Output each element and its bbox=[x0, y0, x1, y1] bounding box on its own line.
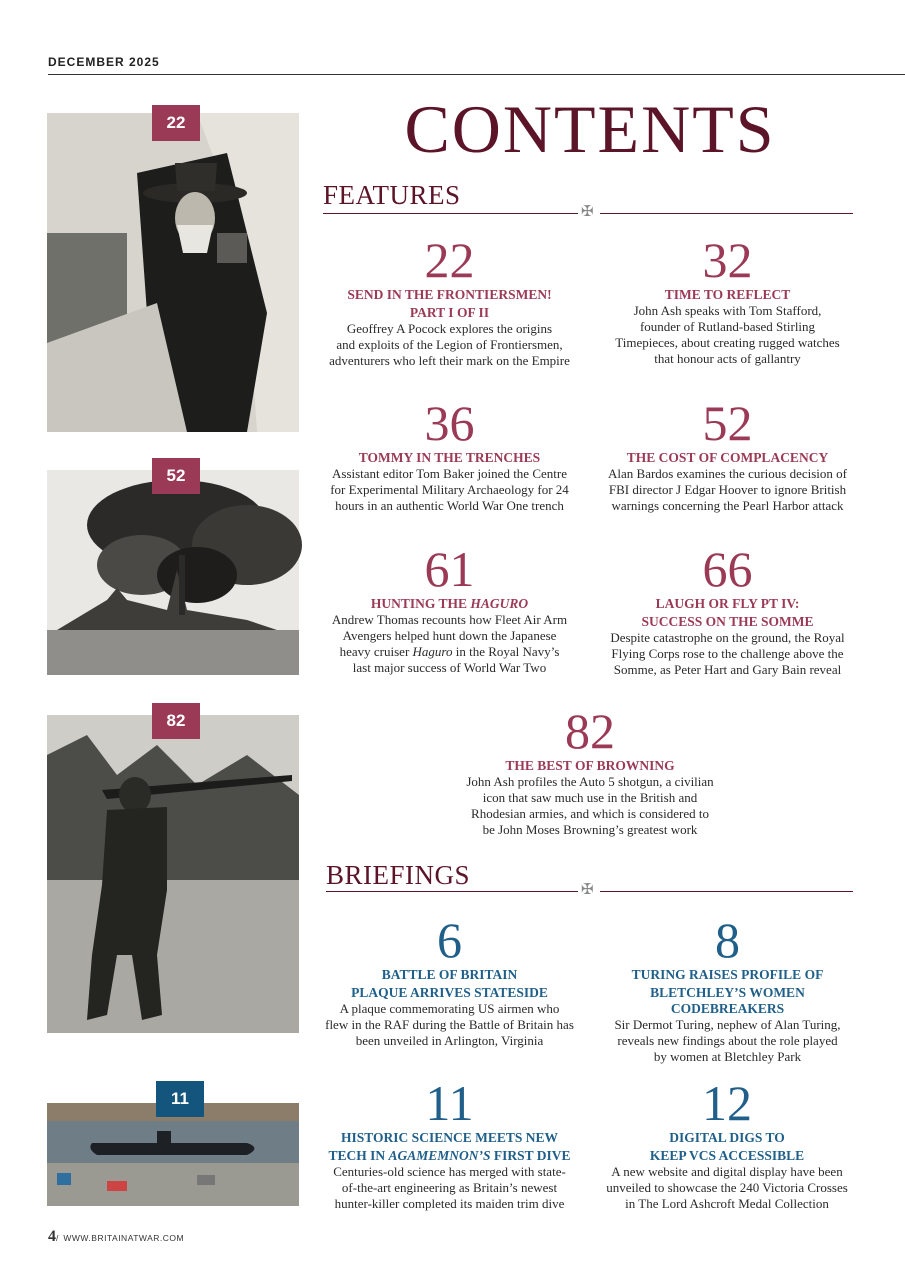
article-headline-line2: PART I OF II bbox=[409, 305, 490, 320]
article-desc-line: Rhodesian armies, and which is considered to bbox=[471, 806, 709, 821]
article-36[interactable] bbox=[322, 395, 577, 514]
article-headline: TURING RAISES PROFILE OF bbox=[631, 967, 824, 982]
article-desc-line: Andrew Thomas recounts how Fleet Air Arm bbox=[331, 612, 568, 627]
article-desc-line: hunter-killer completed its maiden trim dive bbox=[334, 1196, 565, 1211]
article-desc-line: A plaque commemorating US airmen who bbox=[339, 1001, 560, 1016]
shotgun-image bbox=[47, 715, 299, 1033]
headline-ship-name: HAGURO bbox=[470, 596, 529, 611]
frontiersman-image bbox=[47, 113, 299, 432]
features-rule-right bbox=[600, 213, 853, 214]
article-desc-line: Somme, as Peter Hart and Gary Bain reveal bbox=[613, 662, 842, 677]
article-desc-line bbox=[322, 644, 577, 660]
article-82[interactable] bbox=[440, 703, 740, 838]
article-headline: TIME TO REFLECT bbox=[664, 287, 791, 302]
article-desc-line: A new website and digital display have been bbox=[611, 1164, 843, 1179]
desc-text: heavy cruiser bbox=[339, 644, 413, 659]
article-headline: HISTORIC SCIENCE MEETS NEW bbox=[341, 1130, 558, 1145]
article-number: 52 bbox=[702, 395, 753, 451]
article-headline-line2: PLAQUE ARRIVES STATESIDE bbox=[351, 985, 548, 1000]
article-desc-line: by women at Bletchley Park bbox=[653, 1049, 802, 1064]
article-number: 61 bbox=[424, 541, 475, 597]
article-desc-line: be John Moses Browning’s greatest work bbox=[482, 822, 698, 837]
article-headline bbox=[322, 596, 577, 612]
article-number: 22 bbox=[424, 232, 475, 288]
photo-frontiersman[interactable] bbox=[47, 113, 299, 432]
article-desc-line: in The Lord Ashcroft Medal Collection bbox=[625, 1196, 829, 1211]
headline-text: FIRST DIVE bbox=[490, 1148, 571, 1163]
article-headline-line2: SUCCESS ON THE SOMME bbox=[641, 614, 814, 629]
article-desc-line: John Ash profiles the Auto 5 shotgun, a civilian bbox=[466, 774, 714, 789]
headline-ship-name: AGAMEMNON’S bbox=[388, 1148, 491, 1163]
article-number: 32 bbox=[702, 232, 753, 288]
article-headline: THE BEST OF BROWNING bbox=[505, 758, 675, 773]
photo-badge-22: 22 bbox=[152, 105, 200, 141]
article-headline: SEND IN THE FRONTIERSMEN! bbox=[347, 287, 552, 302]
article-headline-line2: KEEP VCS ACCESSIBLE bbox=[649, 1148, 805, 1163]
article-desc-line: been unveiled in Arlington, Virginia bbox=[355, 1033, 544, 1048]
article-number: 82 bbox=[565, 703, 615, 759]
photo-badge-11: 11 bbox=[156, 1081, 204, 1117]
article-headline: TOMMY IN THE TRENCHES bbox=[358, 450, 541, 465]
article-desc-line: Sir Dermot Turing, nephew of Alan Turing, bbox=[614, 1017, 841, 1032]
footer-separator: / bbox=[56, 1233, 59, 1243]
article-headline: BATTLE OF BRITAIN bbox=[381, 967, 518, 982]
photo-shotgun[interactable] bbox=[47, 711, 299, 1033]
article-desc-line: reveals new findings about the role played bbox=[617, 1033, 838, 1048]
photo-pearl-harbor[interactable] bbox=[47, 466, 299, 675]
maltese-cross-icon: ✠ bbox=[581, 204, 594, 220]
maltese-cross-icon: ✠ bbox=[581, 882, 594, 898]
article-headline-line2: BLETCHLEY’S WOMEN CODEBREAKERS bbox=[650, 985, 805, 1016]
page-title: CONTENTS bbox=[404, 91, 776, 167]
article-desc-line: Alan Bardos examines the curious decision of bbox=[608, 466, 847, 481]
article-number: 6 bbox=[437, 912, 462, 968]
article-desc-line: Avengers helped hunt down the Japanese bbox=[342, 628, 557, 643]
article-61[interactable] bbox=[322, 541, 577, 676]
page-number: 4 bbox=[48, 1228, 56, 1245]
article-desc-line: and exploits of the Legion of Frontiersmen, bbox=[336, 337, 563, 352]
article-22[interactable] bbox=[322, 232, 577, 369]
article-desc-line: Flying Corps rose to the challenge above the bbox=[611, 646, 844, 661]
section-heading-briefings: BRIEFINGS bbox=[326, 860, 471, 890]
article-number: 66 bbox=[702, 541, 753, 597]
article-desc-line: hours in an authentic World War One trench bbox=[335, 498, 564, 513]
photo-badge-52: 52 bbox=[152, 458, 200, 494]
article-headline: DIGITAL DIGS TO bbox=[669, 1130, 785, 1145]
article-desc-line: warnings concerning the Pearl Harbor attack bbox=[611, 498, 844, 513]
page-footer bbox=[48, 1228, 184, 1246]
article-headline: THE COST OF COMPLACENCY bbox=[626, 450, 829, 465]
article-desc-line: adventurers who left their mark on the Empire bbox=[329, 353, 570, 368]
section-heading-features: FEATURES bbox=[323, 180, 461, 210]
article-headline: LAUGH OR FLY PT IV: bbox=[655, 596, 800, 611]
headline-text: TECH IN bbox=[328, 1148, 389, 1163]
issue-date: DECEMBER 2025 bbox=[48, 55, 160, 69]
briefing-11[interactable] bbox=[322, 1075, 577, 1212]
briefing-12[interactable] bbox=[597, 1075, 857, 1212]
headline-text: HUNTING THE bbox=[370, 596, 471, 611]
desc-text: in the Royal Navy’s bbox=[452, 644, 560, 659]
briefing-6[interactable] bbox=[322, 912, 577, 1049]
briefings-rule-left bbox=[326, 891, 578, 892]
top-divider bbox=[48, 74, 905, 75]
pearl-harbor-image bbox=[47, 470, 299, 675]
article-number: 36 bbox=[424, 395, 475, 451]
article-headline-line2 bbox=[322, 1148, 577, 1164]
submarine-image bbox=[47, 1103, 299, 1206]
features-rule-left bbox=[323, 213, 578, 214]
article-desc-line: Timepieces, about creating rugged watches bbox=[615, 335, 840, 350]
article-number: 11 bbox=[425, 1075, 474, 1131]
briefing-8[interactable] bbox=[595, 912, 860, 1065]
photo-badge-82: 82 bbox=[152, 703, 200, 739]
desc-ship-name: Haguro bbox=[412, 644, 453, 659]
briefings-rule-right bbox=[600, 891, 853, 892]
article-number: 12 bbox=[702, 1075, 752, 1131]
article-desc-line: FBI director J Edgar Hoover to ignore British bbox=[608, 482, 847, 497]
website-link[interactable]: WWW.BRITAINATWAR.COM bbox=[63, 1233, 185, 1243]
article-desc-line: for Experimental Military Archaeology for 24 bbox=[330, 482, 569, 497]
photo-submarine[interactable] bbox=[47, 1089, 299, 1206]
article-desc-line: founder of Rutland-based Stirling bbox=[639, 319, 816, 334]
article-desc-line: last major success of World War Two bbox=[352, 660, 547, 675]
article-desc-line: Assistant editor Tom Baker joined the Centre bbox=[332, 466, 567, 481]
article-desc-line: icon that saw much use in the British and bbox=[482, 790, 698, 805]
article-number: 8 bbox=[715, 912, 740, 968]
article-32[interactable] bbox=[600, 232, 855, 367]
article-desc-line: that honour acts of gallantry bbox=[654, 351, 801, 366]
article-desc-line: unveiled to showcase the 240 Victoria Crosses bbox=[606, 1180, 848, 1195]
article-desc-line: of-the-art engineering as Britain’s newest bbox=[341, 1180, 558, 1195]
article-desc-line: Geoffrey A Pocock explores the origins bbox=[346, 321, 553, 336]
article-desc-line: Despite catastrophe on the ground, the Royal bbox=[610, 630, 845, 645]
article-desc-line: flew in the RAF during the Battle of Britain has bbox=[325, 1017, 574, 1032]
article-52[interactable] bbox=[600, 395, 855, 514]
article-66[interactable] bbox=[600, 541, 855, 678]
article-desc-line: John Ash speaks with Tom Stafford, bbox=[633, 303, 822, 318]
article-desc-line: Centuries-old science has merged with state- bbox=[333, 1164, 566, 1179]
